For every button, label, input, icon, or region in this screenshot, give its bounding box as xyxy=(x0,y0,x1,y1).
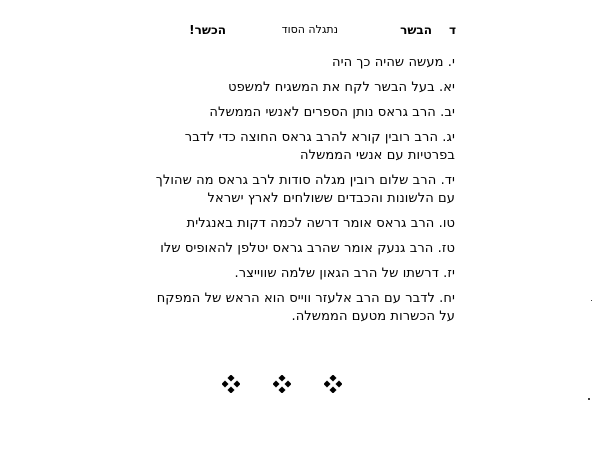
toc-item: טו. הרב גראס אומר דרשה לכמה דקות באנגלית xyxy=(186,216,455,231)
toc-item: יד. הרב שלום רובין מגלה סודות לרב גראס מה שהולך עם הלשונות והכבדים ששולחים לארץ ישראל xyxy=(155,173,455,206)
scan-speck xyxy=(588,398,590,400)
toc-item: יא. בעל הבשר לקח את המשגיח למשפט xyxy=(228,80,455,95)
toc-item: טז. הרב גנעק אומר שהרב גראס יטלפן להאופיס שלו xyxy=(160,241,455,256)
header-marker: הכשר! xyxy=(189,23,226,37)
chapter-title: נתגלה הסוד xyxy=(281,23,338,36)
table-of-contents xyxy=(155,54,455,333)
toc-item: יג. הרב רובין קורא להרב גראס החוצה כדי לדבר בפרטיות עם אנשי הממשלה xyxy=(184,130,455,163)
ornament-divider xyxy=(222,373,342,395)
toc-item: י. מעשה שהיה כך היה xyxy=(332,55,455,70)
diamond-cluster-icon xyxy=(273,375,291,393)
toc-item: יב. הרב גראס נותן הספרים לאנשי הממשלה xyxy=(209,105,455,120)
book-title: הבשר xyxy=(400,23,432,37)
toc-item: יח. לדבר עם הרב אלעזר ווייס הוא הראש של המפקח על הכשרות מטעם הממשלה. xyxy=(156,291,455,324)
page-number: ד xyxy=(448,23,456,37)
diamond-cluster-icon xyxy=(324,375,342,393)
scan-speck xyxy=(591,300,592,301)
running-header xyxy=(160,22,456,40)
diamond-cluster-icon xyxy=(222,375,240,393)
toc-item: יז. דרשתו של הרב הגאון שלמה שווייצר. xyxy=(234,266,455,281)
